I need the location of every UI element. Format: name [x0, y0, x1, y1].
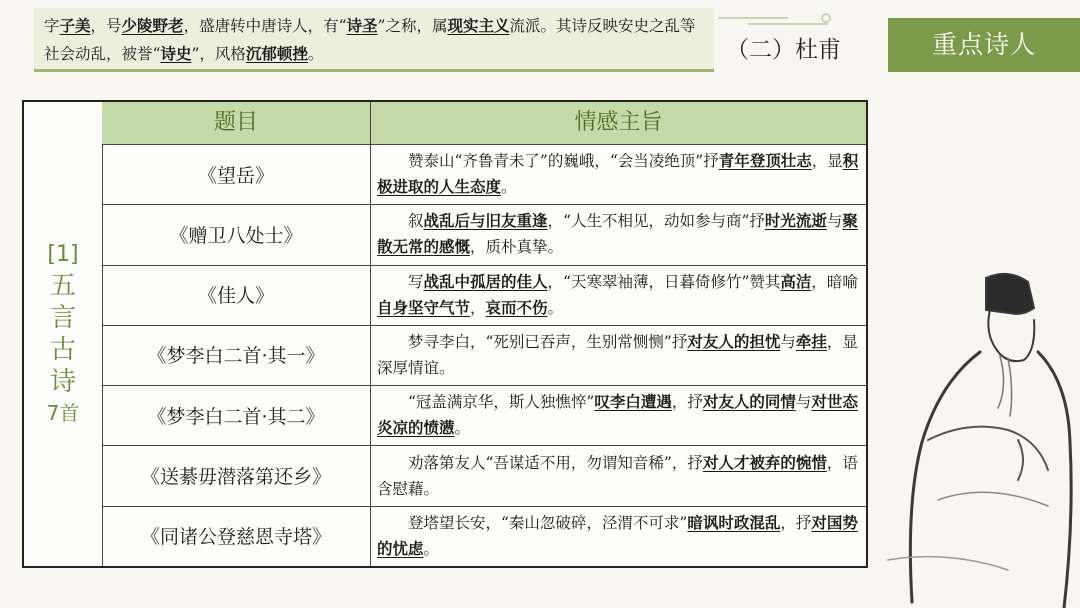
table-row [102, 144, 866, 205]
theme-keyword: 对世态炎凉的愤懑 [377, 392, 858, 438]
category-char: 古 [49, 335, 76, 365]
intro-keyword: 子美 [59, 16, 91, 35]
theme-keyword: 对友人的同情 [702, 392, 796, 412]
category-label [24, 102, 103, 566]
theme-text: ，暗喻 [811, 272, 858, 291]
theme-keyword: 自身坚守气节 [377, 297, 471, 317]
theme-keyword: 哀而不伤 [485, 297, 548, 317]
theme-text: 与 [826, 212, 843, 231]
intro-keyword: 诗史 [160, 44, 192, 63]
header-title: 题目 [102, 102, 371, 144]
theme-keyword: 战乱后与旧友重逢 [423, 211, 548, 231]
theme-keyword: 聚散无常的感慨 [377, 211, 858, 257]
intro-text: ”之称，属 [377, 17, 448, 35]
du-fu-portrait-icon [868, 260, 1080, 608]
theme-text: 。 [501, 178, 517, 197]
intro-text: 流派。其诗反映安史之乱等社会动乱，被誉“ [44, 17, 696, 63]
table-header [102, 102, 866, 145]
poem-theme [377, 144, 859, 204]
theme-keyword: 时光流逝 [764, 211, 827, 231]
theme-text: 。 [547, 298, 564, 317]
theme-keyword: 战乱中孤居的佳人 [423, 271, 548, 291]
theme-text: 劝落第友人“吾谋适不用，勿谓知音稀”，抒 [408, 453, 703, 472]
table-row [102, 204, 866, 265]
theme-text: 登塔望长安，“秦山忽破碎，泾渭不可求” [408, 513, 688, 532]
intro-keyword: 现实主义 [447, 16, 510, 35]
intro-text: ”，风格 [191, 45, 246, 63]
theme-text: ，显深厚情谊。 [377, 332, 858, 377]
intro-text: ，盛唐转中唐诗人，有“ [183, 17, 347, 35]
theme-text: ，抒 [780, 513, 812, 532]
poem-title: 《赠卫八处士》 [102, 204, 371, 264]
poem-title: 《望岳》 [102, 144, 371, 204]
header-theme: 情感主旨 [574, 110, 663, 135]
poem-title: 《送綦毋潜落第还乡》 [102, 445, 371, 505]
table-row [102, 385, 866, 446]
intro-box [34, 8, 714, 72]
theme-keyword: 对友人的担忧 [687, 331, 781, 351]
theme-keyword: 青年登顶壮志 [718, 151, 812, 171]
theme-text: 与 [780, 332, 796, 351]
category-number: [1] [47, 242, 79, 267]
table-row [102, 506, 866, 566]
intro-text: 。 [307, 45, 324, 63]
intro-text: 字 [44, 17, 60, 35]
intro-text: ，号 [90, 17, 122, 35]
table-row [102, 445, 866, 506]
theme-keyword: 叹李白遭遇 [594, 392, 672, 412]
theme-text: 。 [454, 419, 471, 438]
intro-keyword: 少陵野老 [121, 16, 184, 35]
table-row [102, 325, 866, 386]
theme-keyword: 对国势的忧虑 [377, 512, 858, 558]
category-char: 言 [49, 303, 76, 333]
poem-theme [377, 445, 859, 505]
topic-badge: 重点诗人 [888, 18, 1080, 72]
table-grid [102, 102, 866, 566]
theme-text: 梦寻李白，“死别已吞声，生别常恻恻”抒 [408, 332, 688, 351]
theme-text: ，语含慰藉。 [377, 453, 858, 498]
poem-title: 《佳人》 [102, 265, 371, 325]
theme-text: ，显 [811, 152, 843, 171]
theme-text: “冠盖满京华，斯人独憔悴” [408, 393, 595, 412]
poem-title: 《梦李白二首·其二》 [102, 385, 371, 445]
theme-text: 赞泰山“齐鲁青未了”的巍峨，“会当凌绝顶”抒 [408, 152, 719, 171]
theme-keyword: 暗讽时政混乱 [687, 512, 781, 532]
category-char: 诗 [49, 367, 76, 397]
intro-keyword: 诗圣 [346, 16, 378, 35]
theme-text: ，抒 [671, 393, 703, 412]
theme-text: 与 [795, 393, 812, 412]
theme-text: 。 [423, 539, 440, 558]
theme-text: 写 [408, 272, 424, 291]
theme-keyword: 对人才被弃的惋惜 [702, 452, 827, 472]
poem-theme [377, 265, 859, 325]
theme-text: ， [470, 298, 486, 317]
theme-text: ，“人生不相见，动如参与商”抒 [547, 212, 765, 231]
theme-text: 叙 [408, 212, 424, 231]
theme-text: ，“天寒翠袖薄，日暮倚修竹”赞其 [547, 272, 781, 291]
theme-text: ，质朴真挚。 [470, 238, 564, 257]
poem-theme [377, 385, 859, 445]
poem-theme [377, 204, 859, 264]
section-subtitle: （二）杜甫 [726, 37, 841, 63]
poem-title: 《梦李白二首·其一》 [102, 325, 371, 385]
category-char: 五 [49, 271, 76, 301]
category-count: 7首 [46, 401, 80, 425]
poem-title: 《同诸公登慈恩寺塔》 [102, 506, 371, 566]
poem-table [22, 100, 868, 568]
intro-keyword: 沉郁顿挫 [245, 44, 308, 63]
theme-keyword: 积极进取的人生态度 [377, 151, 859, 197]
table-row [102, 265, 866, 326]
poem-theme [377, 506, 859, 566]
theme-keyword: 高洁 [780, 271, 812, 291]
theme-keyword: 牵挂 [795, 331, 827, 351]
poem-theme [377, 325, 859, 385]
